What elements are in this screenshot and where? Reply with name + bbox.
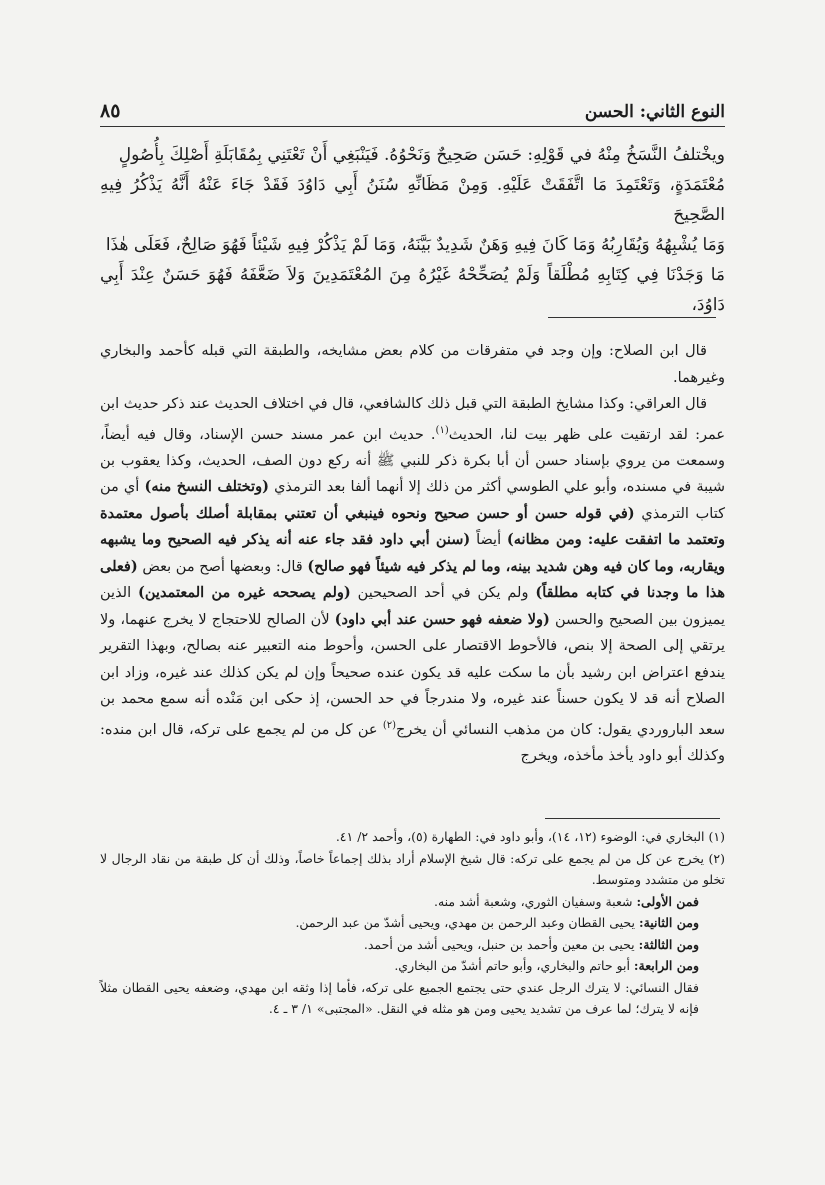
commentary-text: . حديث ابن عمر مسند حسن الإسناد، وقال فيه أيضاً، وسمعت من يروي بإسناد حسن أن أبا بكرة ذكر للنبي ﷺ أنه ركع دون الصف، الحديث، وكذا يعقوب بن شيبة في مسنده، وأبو علي الطوسي أكثر من ذلك إلا أنهما ألفا بعد الترمذي [100, 426, 726, 496]
chapter-title: النوع الثاني: الحسن [584, 102, 725, 122]
main-text-divider [548, 317, 716, 318]
footnote-text: يحيى بن معين وأحمد بن حنبل، ويحيى أشد من أحمد. [363, 936, 635, 952]
commentary-paragraph [100, 391, 725, 770]
main-text-line: وَمَا يُشْبِهُهُ وَيُقَارِبُهُ وَمَا كَانَ فِيهِ وَهَنٌ شَدِيدٌ بَيَّنَهُ، وَمَا لَمْ يَذْكُرْ فِيهِ شَيْئاً فَهُوَ صَالِحٌ، فَعَلَى هٰذَا [105, 235, 725, 255]
commentary-text: لأن الصالح للاحتجاج لا يخرج عنهما، ولا يرتقي إلى الصحة إلا بنص، فالأحوط الاقتصار على الحسن، وأحوط منه التعبير عنه بصالح، وبهذا التقرير يندفع اعتراض ابن رشيد بأن ما سكت عليه قد يكون عنده صحيحاً وإن لم يكن كذلك عند غيره، وزاد ابن الصلاح أنه قد لا يكون حسناً عند غيره، ولا مندرجاً في حد الحسن، إذ حكى ابن مَنْده أنه سمع محمد بن سعد الباروردي يقول: كان من مذهب النسائي أن يخرج [100, 611, 726, 738]
footnote-2-line [100, 891, 725, 913]
page-header [100, 92, 725, 127]
footnote-ref-1[interactable]: (١) [435, 424, 449, 436]
footnote-2-line [100, 955, 725, 977]
main-text-line: ويخْتلفُ النَّسَخُ مِنْهُ في قَوْلِهِ: حَسَن صَحِيحٌ وَنَحْوُهُ. فَيَنْبَغِي أَنْ تَعْتَنِي بِمُقَابَلَةِ أَصْلِكَ بِأُصُولٍ [118, 145, 725, 165]
footnote-2: (٢) يخرج عن كل من لم يجمع على تركه: قال شيخ الإسلام أراد بذلك إجماعاً خاصاً، وذلك أن كل طبقة من نقاد الرجال لا تخلو من متشدد ومتوسط. [100, 850, 725, 887]
quoted-text: (وتختلف النسخ منه) [144, 478, 269, 496]
footnote-1: (١) البخاري في: الوضوء (١٢، ١٤)، وأبو داود في: الطهارة (٥)، وأحمد ٢/ ٤١. [335, 829, 725, 844]
footnote-label: ومن الثالثة: [638, 936, 699, 952]
commentary-text: الذين يميزون بين الصحيح والحسن [100, 585, 726, 628]
commentary-text: أيضاً [476, 532, 502, 549]
commentary [100, 338, 725, 770]
commentary-text: قال ابن الصلاح: وإن وجد في متفرقات من كلام بعض مشايخه، والطبقة التي قبله كأحمد والبخاري وغيرهما. [100, 343, 725, 386]
footnote-text: شعبة وسفيان الثوري، وشعبة أشد منه. [433, 893, 633, 909]
footnote-2-line [100, 912, 725, 934]
footnotes [100, 826, 725, 1020]
footnote-2-line [100, 934, 725, 956]
commentary-paragraph [100, 338, 725, 391]
commentary-text: عن كل من لم يجمع على تركه، قال ابن منده: وكذلك أبو داود يأخذ مأخذه، ويخرج [100, 721, 725, 765]
commentary-text: قال: وبعضها أصح من بعض [142, 558, 303, 575]
commentary-text: أي من كتاب الترمذي [100, 479, 725, 522]
quoted-text: (فعلى هذا ما وجدنا في كتابه مطلقاً) [100, 557, 726, 602]
footnote-label: ومن الثانية: [638, 915, 699, 930]
main-text-line: مُعْتَمَدَةٍ، وَتَعْتَمِدَ مَا اتَّفَقَتْ عَلَيْهِ. وَمِنْ مَظَانِّهِ سُنَنُ أَبِي دَاوُدَ فَقَدْ جَاءَ عَنْهُ أَنَّهُ يَذْكُرُ فِيهِ الصَّحِيحَ [100, 175, 725, 225]
quoted-text: (ولا ضعفه فهو حسن عند أبي داود) [334, 610, 550, 628]
footnote-text: أبو حاتم والبخاري، وأبو حاتم أشدّ من البخاري. [394, 958, 630, 973]
main-text-line: مَا وَجَدْنَا فِي كِتَابِهِ مُطْلَقاً وَلَمْ يُصَحِّحْهُ غَيْرُهُ مِنَ المُعْتَمَدِينَ وَلاَ ضَعَّفَهُ فَهُوَ حَسَنٌ عِنْدَ أَبِي دَاوُدَ، [100, 265, 725, 315]
footnote-text: يحيى القطان وعبد الرحمن بن مهدي، ويحيى أشدّ من عبد الرحمن. [295, 915, 635, 930]
page-number: ٨٥ [100, 100, 121, 122]
footnote-label: ومن الرابعة: [633, 958, 699, 973]
quoted-text: (سنن أبي داود فقد جاء عنه أنه يذكر فيه الصحيح وما يشبهه ويقاربه، وما كان فيه وهن شديد بينه، وما لم يذكر فيه شيئاً فهو صالح) [100, 531, 726, 575]
footnote-2-line: فقال النسائي: لا يترك الرجل عندي حتى يجتمع الجميع على تركه، فأما إذا وثقه ابن مهدي، وضعفه يحيى القطان مثلاً فإنه لا يترك؛ لما عرف من تشديد يحيى ومن هو مثله في النقل. «المجتبى» ١/ ٣ ـ ٤. [100, 979, 699, 1016]
quoted-text: (ولم يصححه غيره من المعتمدين) [138, 584, 351, 602]
footnote-ref-2[interactable]: (٢) [382, 719, 396, 731]
main-text [100, 140, 725, 320]
commentary-text: ولم يكن في أحد الصحيحين [357, 585, 529, 602]
quoted-text: (في قوله حسن أو حسن صحيح ونحوه فينبغي أن تعتني بمقابلة أصلك بأصول معتمدة وتعتمد ما اتفقت عليه: ومن مظانه) [100, 504, 726, 549]
footnote-divider [545, 818, 720, 819]
commentary-text: قال العراقي: وكذا مشايخ الطبقة التي قبل ذلك كالشافعي، قال في اختلاف الحديث عند ذكر حديث ابن عمر: لقد ارتقيت على ظهر بيت لنا، الحديث [100, 396, 725, 443]
footnote-label: فمن الأولى: [636, 893, 699, 909]
